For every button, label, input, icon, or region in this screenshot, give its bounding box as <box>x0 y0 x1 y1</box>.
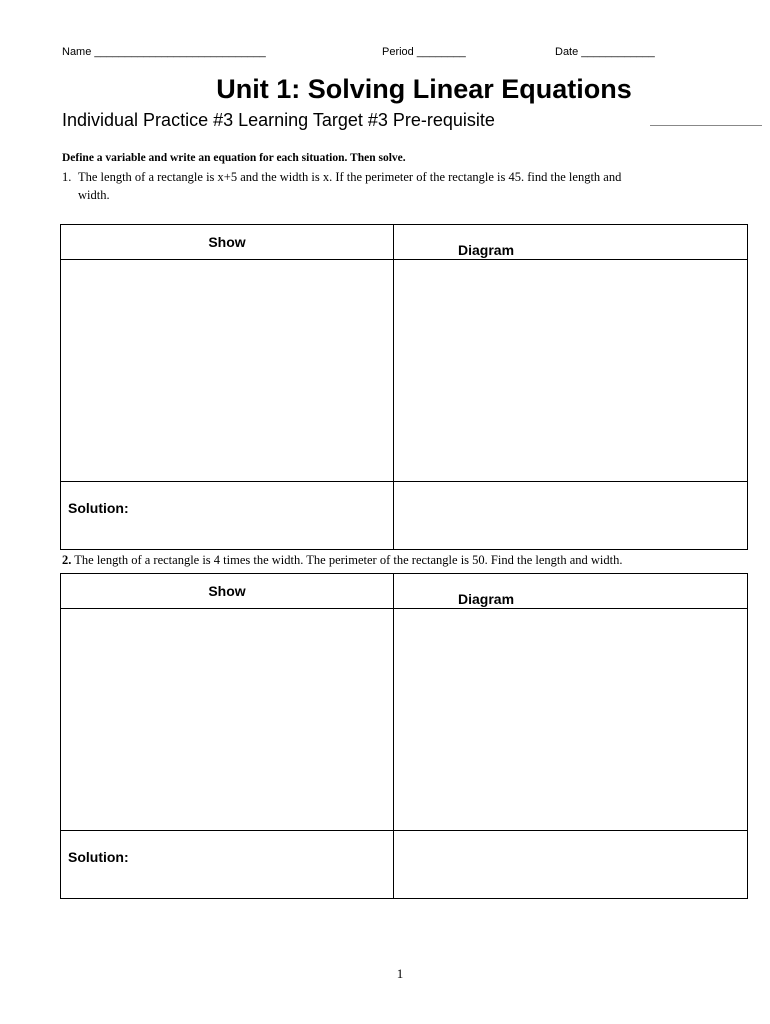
problem-1-text-line1: The length of a rectangle is x+5 and the width is x. If the perimeter of the rectangle is 45. find the length and <box>78 170 622 184</box>
show-header: Show <box>61 574 394 609</box>
diagram-area[interactable] <box>394 609 748 831</box>
problem-1-number: 1. <box>62 170 72 184</box>
diagram-area[interactable] <box>394 260 748 482</box>
problem-2-work-table <box>60 573 748 899</box>
show-header: Show <box>61 225 394 260</box>
date-field-label: Date ____________ <box>555 46 655 58</box>
page-number: 1 <box>396 966 404 981</box>
show-work-area[interactable] <box>61 260 394 482</box>
subtitle-rule <box>650 125 762 126</box>
instructions: Define a variable and write an equation for each situation. Then solve. <box>62 152 406 164</box>
problem-1-work-table <box>60 224 748 550</box>
solution-label: Solution: <box>61 831 394 899</box>
solution-answer-area[interactable] <box>394 482 748 550</box>
problem-1 <box>62 168 742 204</box>
problem-2-number: 2. <box>62 553 72 567</box>
solution-label: Solution: <box>61 482 394 550</box>
problem-2 <box>62 551 762 569</box>
problem-2-text: The length of a rectangle is 4 times the width. The perimeter of the rectangle is 50. Find the length and width. <box>71 553 623 567</box>
show-work-area[interactable] <box>61 609 394 831</box>
diagram-header: Diagram <box>394 225 748 260</box>
page-subtitle: Individual Practice #3 Learning Target #3 Pre-requisite <box>62 110 495 130</box>
name-field-label: Name ____________________________ <box>62 46 266 58</box>
page-title: Unit 1: Solving Linear Equations <box>216 74 632 104</box>
diagram-header: Diagram <box>394 574 748 609</box>
period-field-label: Period ________ <box>382 46 466 58</box>
solution-answer-area[interactable] <box>394 831 748 899</box>
problem-1-text-line2: width. <box>78 188 110 202</box>
